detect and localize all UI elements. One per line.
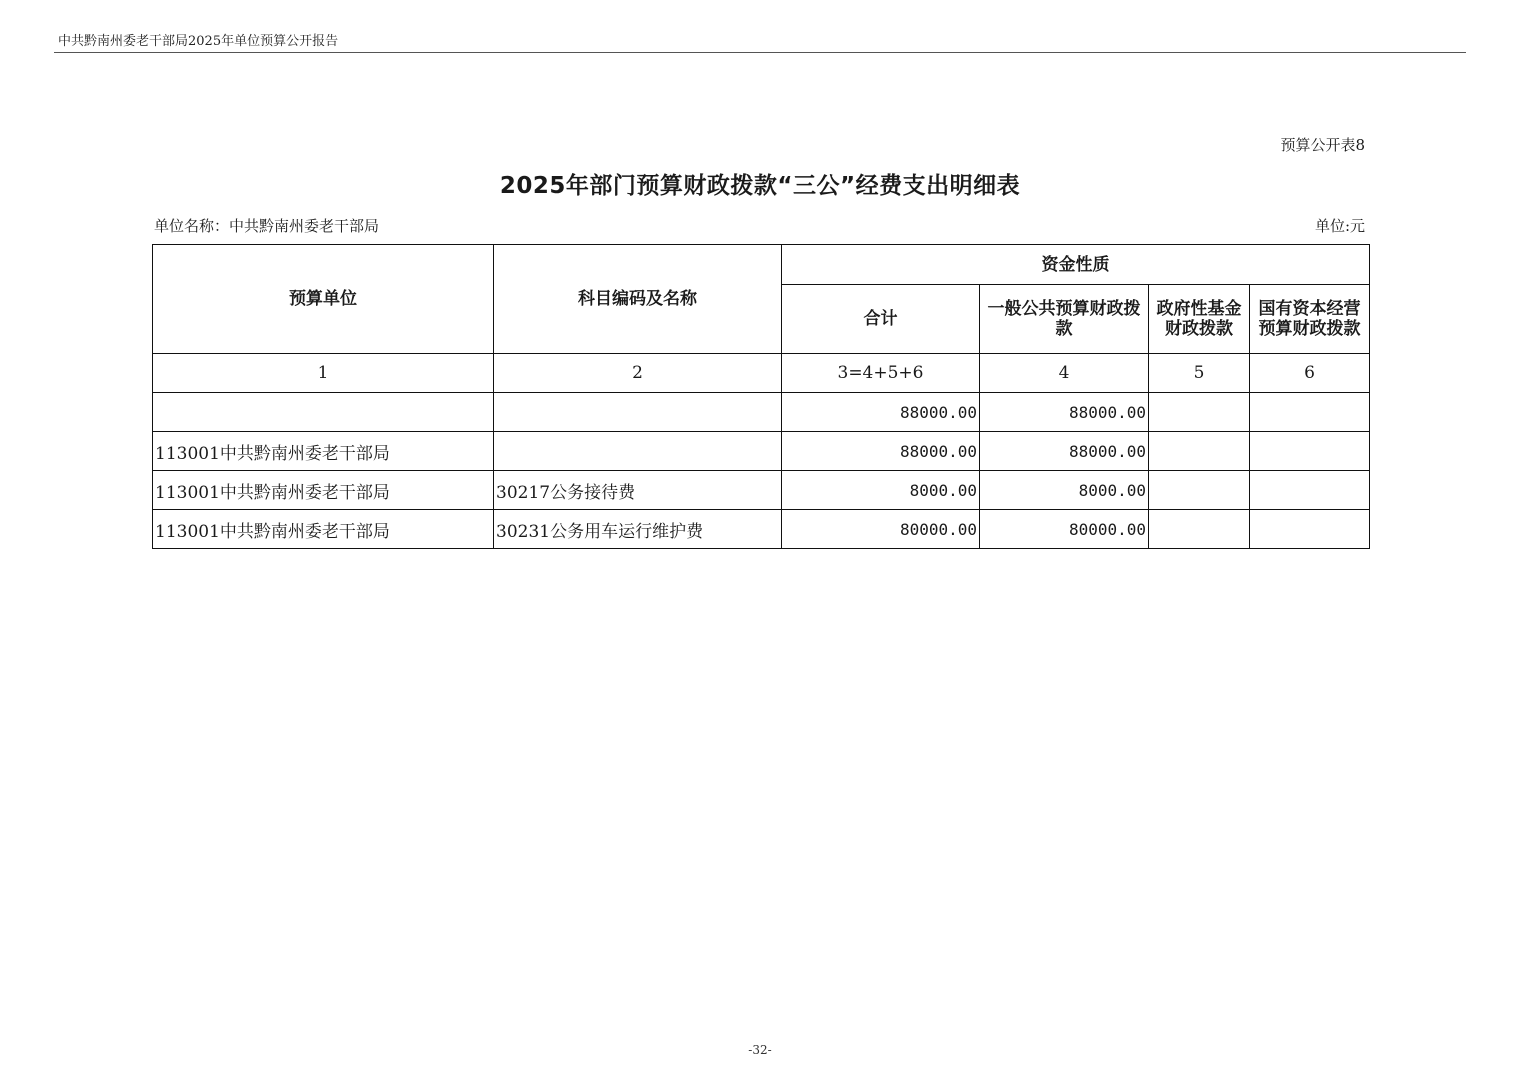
- table-row: [153, 393, 1370, 432]
- cell-unit: 113001中共黔南州委老干部局: [153, 510, 494, 549]
- page-title: 2025年部门预算财政拨款“三公”经费支出明细表: [499, 173, 1021, 199]
- cell-total: 8000.00: [782, 471, 980, 510]
- cell-general: 88000.00: [980, 393, 1149, 432]
- cell-unit: 113001中共黔南州委老干部局: [153, 471, 494, 510]
- cell-subject: 30231公务用车运行维护费: [494, 510, 782, 549]
- cell-general: 80000.00: [980, 510, 1149, 549]
- cell-state-capital: [1250, 432, 1370, 471]
- cell-state-capital: [1250, 471, 1370, 510]
- table-row: [153, 510, 1370, 549]
- table-number: 预算公开表8: [1280, 136, 1365, 154]
- header-state-capital: 国有资本经营预算财政拨款: [1250, 285, 1370, 354]
- header-budget-unit: 预算单位: [153, 245, 494, 354]
- running-header: 中共黔南州委老干部局2025年单位预算公开报告: [58, 34, 339, 49]
- cell-subject: [494, 432, 782, 471]
- header-government-fund: 政府性基金财政拨款: [1149, 285, 1250, 354]
- cell-general: 88000.00: [980, 432, 1149, 471]
- cell-state-capital: [1250, 510, 1370, 549]
- column-index-cell: 2: [494, 354, 782, 393]
- header-subject: 科目编码及名称: [494, 245, 782, 354]
- page-number: -32-: [748, 1043, 772, 1057]
- cell-unit: [153, 393, 494, 432]
- column-index-cell: 3=4+5+6: [782, 354, 980, 393]
- column-index-cell: 4: [980, 354, 1149, 393]
- cell-subject: 30217公务接待费: [494, 471, 782, 510]
- cell-state-capital: [1250, 393, 1370, 432]
- table-row: [153, 471, 1370, 510]
- header-fund-nature: 资金性质: [782, 245, 1370, 285]
- cell-total: 80000.00: [782, 510, 980, 549]
- column-index-cell: 1: [153, 354, 494, 393]
- cell-gov-fund: [1149, 510, 1250, 549]
- header-general-public: 一般公共预算财政拨款: [980, 285, 1149, 354]
- cell-general: 8000.00: [980, 471, 1149, 510]
- header-total: 合计: [782, 285, 980, 354]
- cell-total: 88000.00: [782, 432, 980, 471]
- unit-name: 单位名称：中共黔南州委老干部局: [154, 217, 380, 235]
- cell-gov-fund: [1149, 432, 1250, 471]
- currency-unit: 单位:元: [1314, 217, 1365, 235]
- cell-subject: [494, 393, 782, 432]
- table-row: [153, 432, 1370, 471]
- cell-gov-fund: [1149, 471, 1250, 510]
- budget-table: [152, 244, 1370, 549]
- cell-gov-fund: [1149, 393, 1250, 432]
- column-index-cell: 5: [1149, 354, 1250, 393]
- cell-unit: 113001中共黔南州委老干部局: [153, 432, 494, 471]
- header-rule: [54, 52, 1466, 53]
- column-index-row: [153, 354, 1370, 393]
- cell-total: 88000.00: [782, 393, 980, 432]
- column-index-cell: 6: [1250, 354, 1370, 393]
